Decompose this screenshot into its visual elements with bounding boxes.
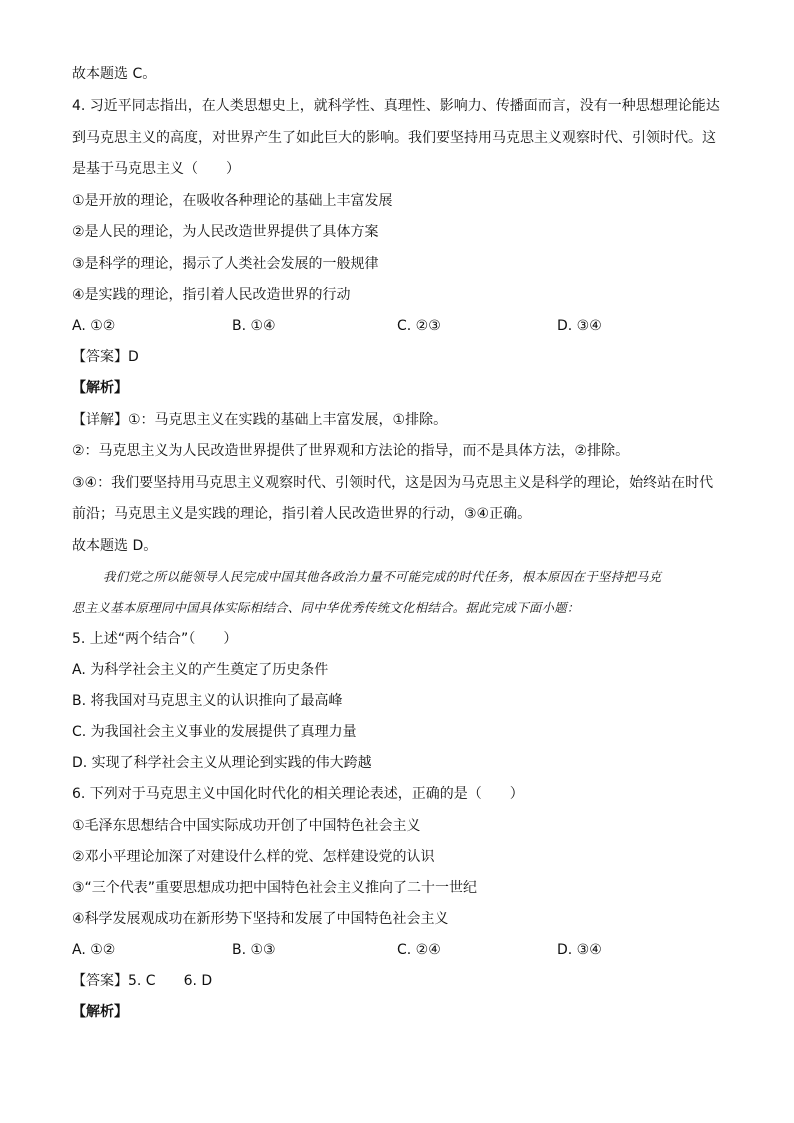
q6-option-d: D. ③④ <box>557 942 602 958</box>
material-line-1: 我们党之所以能领导人民完成中国其他各政治力量不可能完成的时代任务，根本原因在于坚持把马克 <box>103 569 662 584</box>
q6-option-b: B. ①③ <box>232 942 276 958</box>
q4-detail-1: 【详解】①：马克思主义在实践的基础上丰富发展，①排除。 <box>72 412 448 428</box>
q4-statement-4: ④是实践的理论，指引着人民改造世界的行动 <box>72 287 351 303</box>
q5-option-d: D. 实现了科学社会主义从理论到实践的伟大跨越 <box>72 755 372 771</box>
q56-analysis-heading: 【解析】 <box>72 1004 128 1020</box>
material-line-2: 思主义基本原理同中国具体实际相结合、同中华优秀传统文化相结合。据此完成下面小题： <box>72 600 580 615</box>
prev-conclusion: 故本题选 C。 <box>72 66 157 82</box>
q4-stem-line-3: 是基于马克思主义（ ） <box>72 161 240 177</box>
q6-statement-2: ②邓小平理论加深了对建设什么样的党、怎样建设党的认识 <box>72 849 435 865</box>
q4-detail-2: ②：马克思主义为人民改造世界提供了世界观和方法论的指导，而不是具体方法，②排除。 <box>72 443 630 459</box>
q6-statement-3: ③“三个代表”重要思想成功把中国特色社会主义推向了二十一世纪 <box>72 880 478 896</box>
q6-option-c: C. ②④ <box>397 942 441 958</box>
q4-option-d: D. ③④ <box>557 318 602 334</box>
q4-detail-4: 前沿；马克思主义是实践的理论，指引着人民改造世界的行动，③④正确。 <box>72 506 532 522</box>
q4-detail-3: ③④：我们要坚持用马克思主义观察时代、引领时代，这是因为马克思主义是科学的理论，始终站在时代 <box>72 475 714 491</box>
q5-option-c: C. 为我国社会主义事业的发展提供了真理力量 <box>72 724 357 740</box>
q5-option-b: B. 将我国对马克思主义的认识推向了最高峰 <box>72 693 343 709</box>
q4-analysis-heading: 【解析】 <box>72 380 128 396</box>
q4-statement-3: ③是科学的理论，揭示了人类社会发展的一般规律 <box>72 256 379 272</box>
q6-statement-4: ④科学发展观成功在新形势下坚持和发展了中国特色社会主义 <box>72 911 449 927</box>
q4-answer: 【答案】D <box>72 349 139 365</box>
q4-option-a: A. ①② <box>72 318 116 334</box>
q5-stem: 5. 上述“两个结合”（ ） <box>72 631 238 647</box>
q56-answer: 【答案】5. C 6. D <box>72 973 213 989</box>
q4-statement-1: ①是开放的理论，在吸收各种理论的基础上丰富发展 <box>72 193 393 209</box>
q4-stem-line-2: 到马克思主义的高度，对世界产生了如此巨大的影响。我们要坚持用马克思主义观察时代、引领时代。这 <box>72 130 716 146</box>
q4-option-b: B. ①④ <box>232 318 276 334</box>
q6-stem: 6. 下列对于马克思主义中国化时代化的相关理论表述，正确的是（ ） <box>72 786 524 802</box>
q6-option-a: A. ①② <box>72 942 116 958</box>
q4-statement-2: ②是人民的理论，为人民改造世界提供了具体方案 <box>72 224 379 240</box>
q5-option-a: A. 为科学社会主义的产生奠定了历史条件 <box>72 662 329 678</box>
q4-option-c: C. ②③ <box>397 318 441 334</box>
q6-statement-1: ①毛泽东思想结合中国实际成功开创了中国特色社会主义 <box>72 818 421 834</box>
q4-conclusion: 故本题选 D。 <box>72 538 158 554</box>
q4-stem-line-1: 4. 习近平同志指出，在人类思想史上，就科学性、真理性、影响力、传播面而言，没有一种思想理论能达 <box>72 98 720 114</box>
